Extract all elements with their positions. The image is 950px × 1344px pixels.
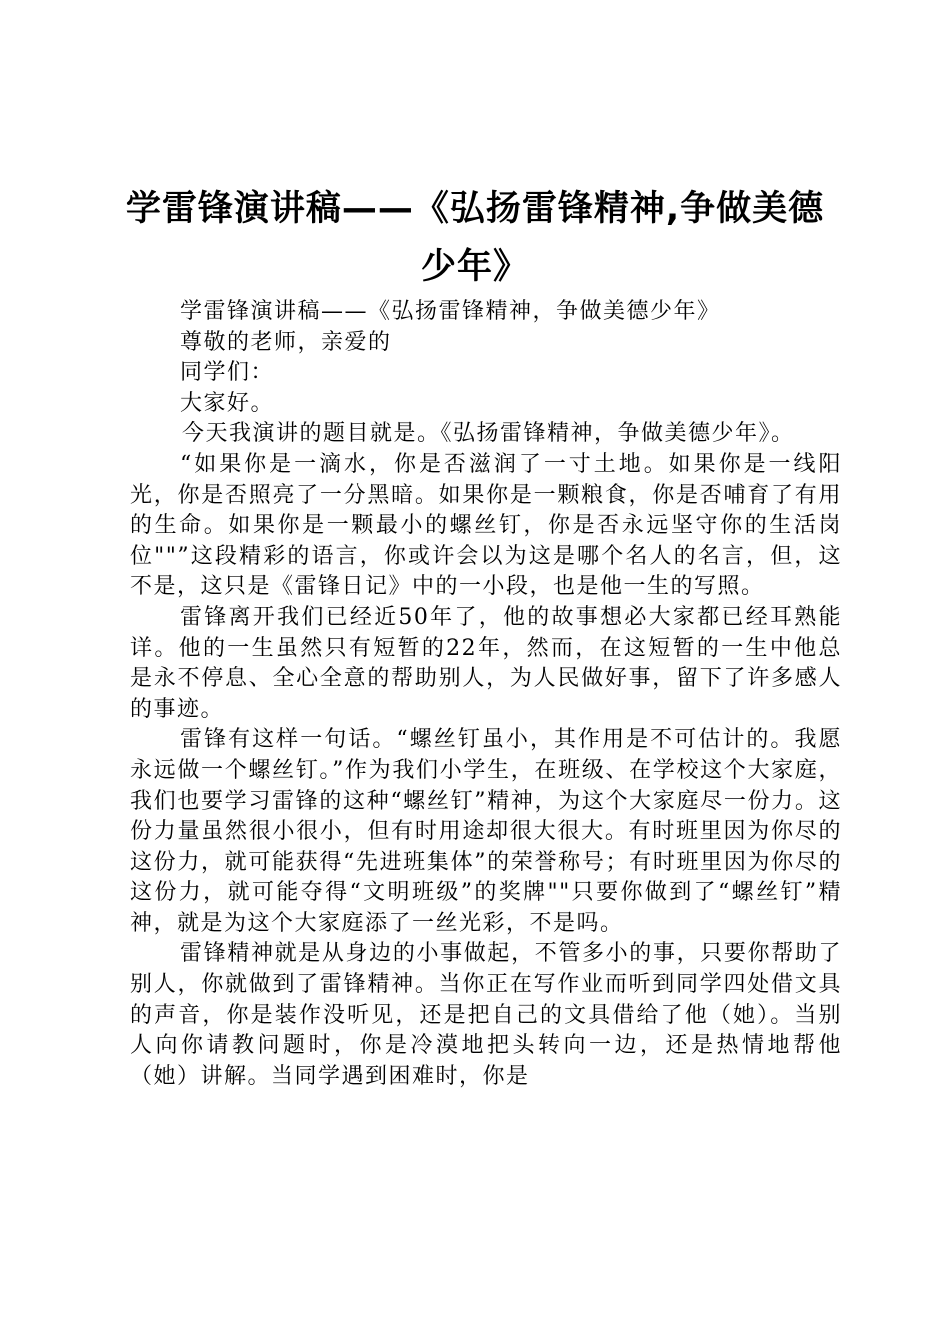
title-line-1: 学雷锋演讲稿——《弘扬雷锋精神,争做美德 [125,189,825,229]
body-paragraph: 雷锋有这样一句话。“螺丝钉虽小，其作用是不可估计的。我愿永远做一个螺丝钉。”作为我们小学生，在班级、在学校这个大家庭，我们也要学习雷锋的这种“螺丝钉”精神，为这个大家庭尽一份力。这份力量虽然很小很小，但有时用途却很大很大。有时班里因为你尽的这份力，就可能获得“先进班集体”的荣誉称号；有时班里因为你尽的这份力，就可能夺得“文明班级”的奖牌""只要你做到了“螺丝钉”精神，就是为这个大家庭添了一丝光彩，不是吗。 [130,727,842,936]
document-body [130,297,842,1092]
salutation-line: 尊敬的老师，亲爱的 [180,329,392,355]
body-paragraph: 雷锋精神就是从身边的小事做起，不管多小的事，只要你帮助了别人，你就做到了雷锋精神。当你正在写作业而听到同学四处借文具的声音，你是装作没听见，还是把自己的文具借给了他（她）。当别人向你请教问题时，你是冷漠地把头转向一边，还是热情地帮他（她）讲解。当同学遇到困难时，你是 [130,941,842,1089]
body-paragraph: “如果你是一滴水，你是否滋润了一寸土地。如果你是一线阳光，你是否照亮了一分黑暗。如果你是一颗粮食，你是否哺育了有用的生命。如果你是一颗最小的螺丝钉，你是否永远坚守你的生活岗位""”这段精彩的语言，你或许会以为这是哪个名人的名言，但，这不是，这只是《雷锋日记》中的一小段，也是他一生的写照。 [130,451,842,600]
subtitle-paragraph: 学雷锋演讲稿——《弘扬雷锋精神，争做美德少年》 [180,299,721,324]
body-paragraph: 雷锋离开我们已经近50年了，他的故事想必大家都已经耳熟能详。他的一生虽然只有短暂的22年，然而，在这短暂的一生中他总是永不停息、全心全意的帮助别人，为人民做好事，留下了许多感人的事迹。 [130,604,842,722]
salutation-line: 同学们： [180,360,275,386]
greeting-line: 大家好。 [180,390,275,416]
body-paragraph: 今天我演讲的题目就是。《弘扬雷锋精神，争做美德少年》。 [182,421,795,447]
title-line-2: 少年》 [420,247,529,287]
document-title [110,180,840,296]
